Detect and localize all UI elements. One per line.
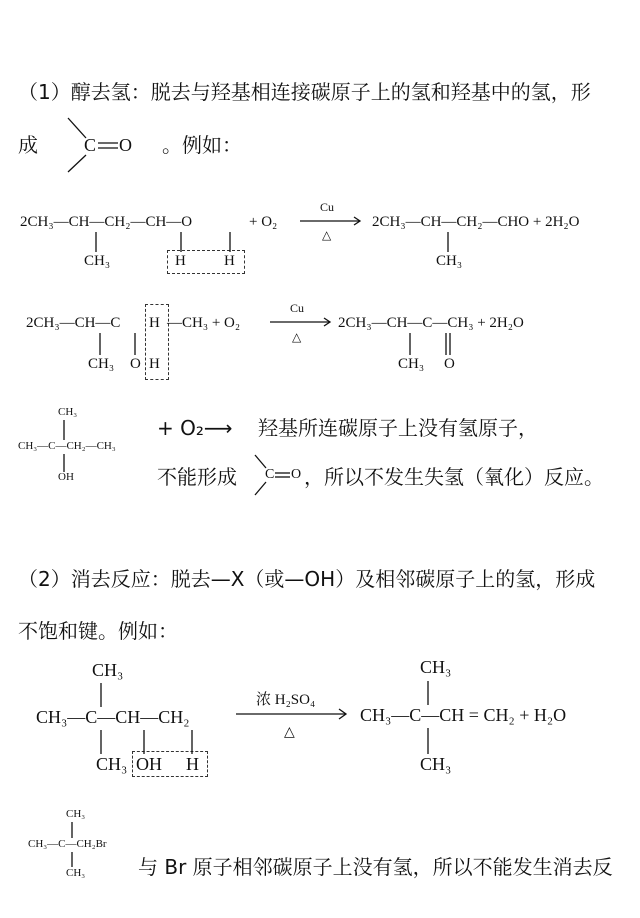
rxn5-top-ch3: CH₃ xyxy=(66,808,86,820)
section1-line2-end: 。例如： xyxy=(162,133,242,157)
section2-line2: 不饱和键。例如： xyxy=(18,619,178,643)
carbonyl-C-1: C xyxy=(84,135,97,155)
rxn1-right-main: 2CH₃—CH—CH₂—CHO + 2H₂O xyxy=(372,214,580,230)
rxn5-text: 与 Br 原子相邻碳原子上没有氢，所以不能发生消去反 xyxy=(138,855,613,879)
rxn3-bottom-oh: OH xyxy=(58,471,74,483)
rxn2-left-sub: CH₃ xyxy=(88,356,115,372)
section1-line2-start: 成 xyxy=(18,133,38,157)
carbonyl-1-upper-bond xyxy=(68,118,86,138)
carbonyl-O-2: O xyxy=(291,467,302,482)
rxn2-left-tail: —CH₃ + O₂ xyxy=(167,315,241,331)
rxn2-catalyst: Cu xyxy=(290,301,305,315)
rxn1-H1: H xyxy=(175,253,186,269)
rxn3-text2-start: 不能形成 xyxy=(157,465,237,489)
rxn2-left-OH-H: H xyxy=(149,356,160,372)
rxn5-mid: CH₃—C—CH₂Br xyxy=(28,838,107,850)
carbonyl-1-lower-bond xyxy=(68,155,86,172)
rxn2-right-O: O xyxy=(444,356,455,372)
rxn2-left-main: 2CH₃—CH—C xyxy=(26,315,121,331)
carbonyl-C-2: C xyxy=(265,467,275,482)
rxn3-text2-end: ，所以不发生失氢（氧化）反应。 xyxy=(304,465,604,489)
rxn1-left-main: 2CH₃—CH—CH₂—CH—O xyxy=(20,214,193,230)
section1-line1: （1）醇去氢：脱去与羟基相连接碳原子上的氢和羟基中的氢，形 xyxy=(18,80,591,104)
rxn2-right-sub: CH₃ xyxy=(398,356,425,372)
rxn4-bottom-h: H xyxy=(186,754,199,774)
rxn3-mid: CH₃—C—CH₂—CH₃ xyxy=(18,440,116,452)
rxn1-catalyst: Cu xyxy=(320,200,335,214)
rxn1-left-sub: CH₃ xyxy=(84,253,111,269)
rxn4-bottom-ch3: CH₃ xyxy=(96,754,128,774)
rxn3-plus-o2: + O₂⟶ xyxy=(157,416,233,440)
carbonyl-O-1: O xyxy=(119,135,132,155)
rxn3-text1: 羟基所连碳原子上没有氢原子， xyxy=(258,416,538,440)
rxn2-left-H: H xyxy=(149,315,160,331)
rxn3-top-ch3: CH₃ xyxy=(58,406,78,418)
rxn4-heat: △ xyxy=(284,725,295,740)
rxn2-right-main: 2CH₃—CH—C—CH₃ + 2H₂O xyxy=(338,315,524,331)
carbonyl-2-upper-bond xyxy=(255,455,266,468)
rxn1-right-sub: CH₃ xyxy=(436,253,463,269)
rxn1-reagent: + O₂ xyxy=(249,214,278,230)
rxn2-left-OH: O xyxy=(130,356,141,372)
section2-line1: （2）消去反应：脱去—X（或—OH）及相邻碳原子上的氢，形成 xyxy=(18,567,596,591)
rxn4-right-bottom: CH₃ xyxy=(420,754,452,774)
rxn4-top-ch3: CH₃ xyxy=(92,660,124,680)
rxn4-right-main: CH₃—C—CH = CH₂ + H₂O xyxy=(360,705,567,725)
rxn4-left-main: CH₃—C—CH—CH₂ xyxy=(36,707,190,727)
carbonyl-2-lower-bond xyxy=(255,482,266,495)
rxn4-reagent: 浓 H₂SO₄ xyxy=(256,692,316,708)
rxn5-bottom-ch3: CH₃ xyxy=(66,867,86,879)
rxn4-right-top: CH₃ xyxy=(420,657,452,677)
rxn2-heat: △ xyxy=(292,330,302,344)
rxn1-heat: △ xyxy=(322,228,332,242)
rxn4-bottom-oh: OH xyxy=(136,754,162,774)
rxn1-H2: H xyxy=(224,253,235,269)
